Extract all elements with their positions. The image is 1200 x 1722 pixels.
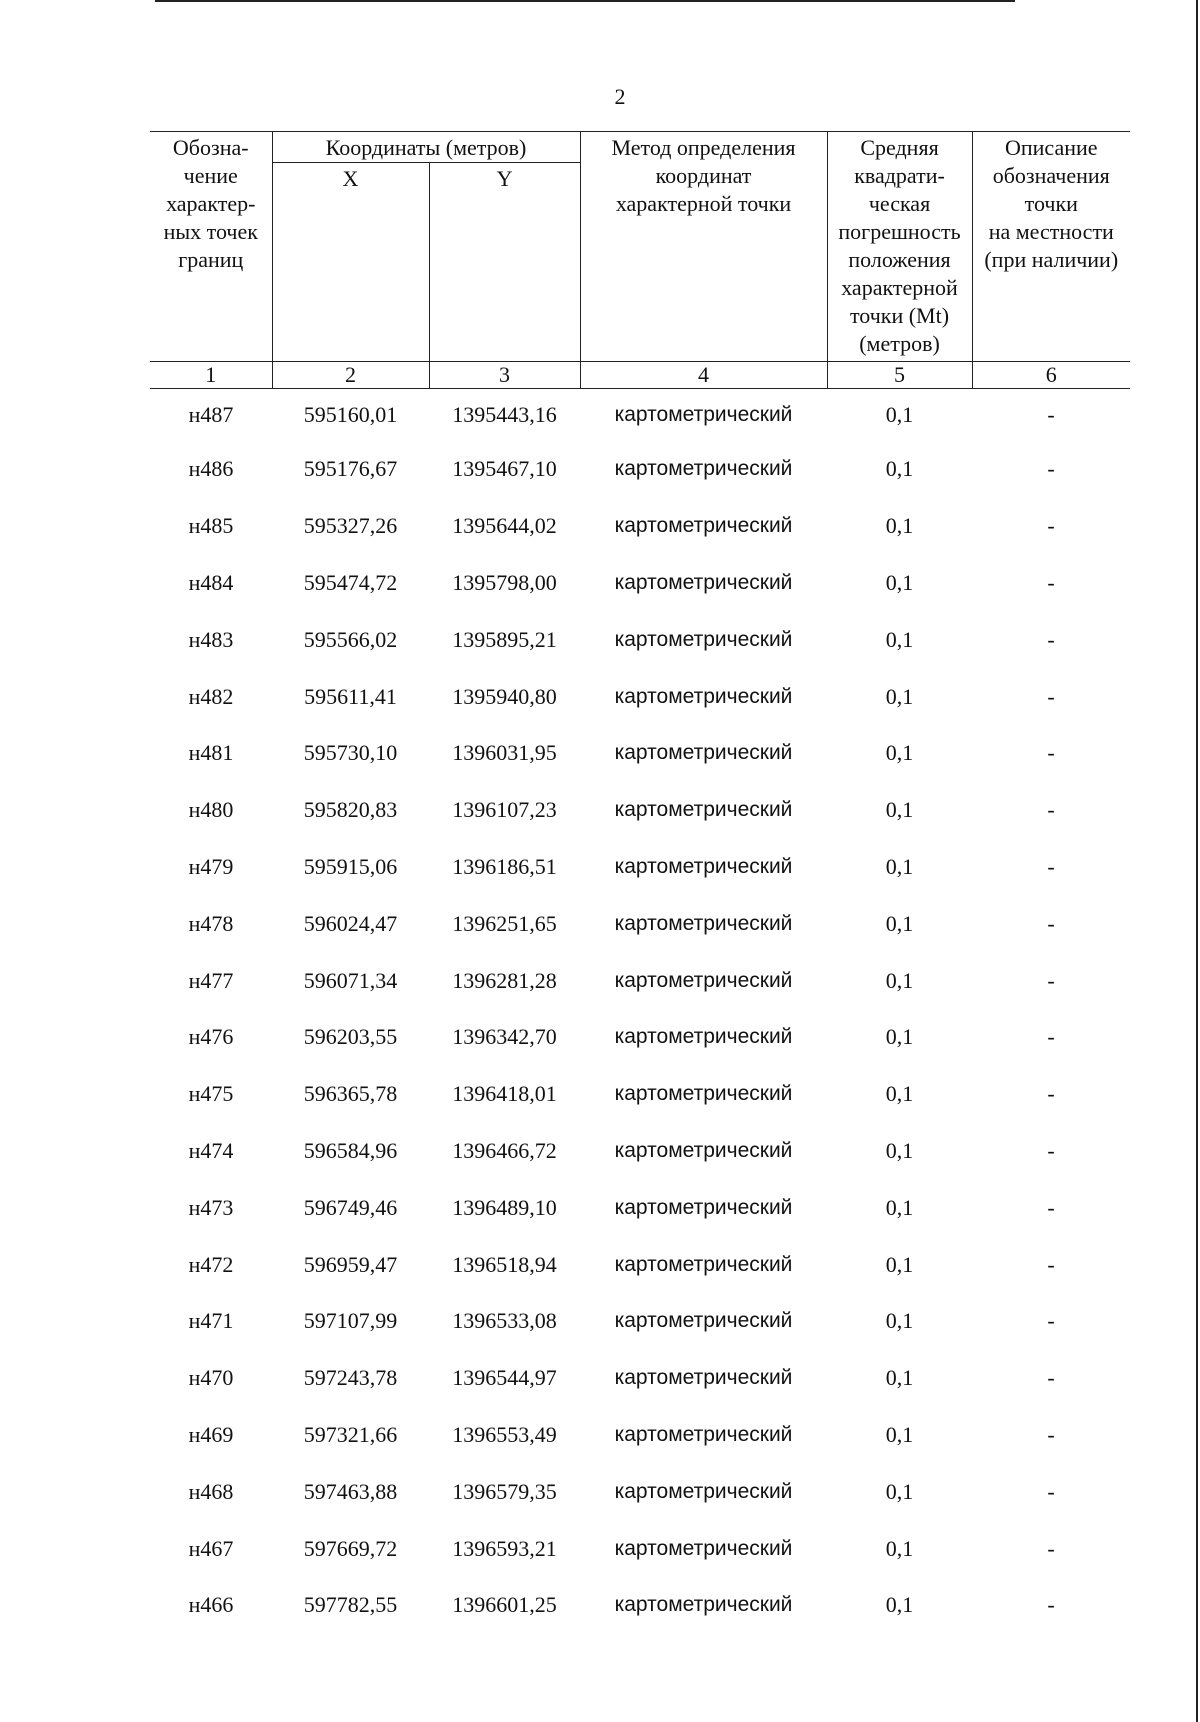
coord-x: 596749,46 bbox=[303, 1194, 398, 1220]
coord-y: 1396553,49 bbox=[452, 1421, 557, 1447]
mean-square-error: 0,1 bbox=[885, 853, 914, 879]
coord-y: 1396418,01 bbox=[452, 1081, 557, 1107]
table-row bbox=[150, 1009, 1130, 1066]
table-row bbox=[150, 1463, 1130, 1520]
boundary-points-table bbox=[150, 131, 1130, 1634]
method: картометрический bbox=[614, 1593, 793, 1617]
point-id: н469 bbox=[188, 1421, 234, 1447]
table-row bbox=[150, 839, 1130, 896]
point-id: н484 bbox=[188, 569, 234, 595]
method: картометрический bbox=[614, 627, 793, 651]
table-row bbox=[150, 611, 1130, 668]
header-y: Y bbox=[429, 163, 580, 362]
mean-square-error: 0,1 bbox=[885, 513, 914, 539]
mean-square-error: 0,1 bbox=[885, 1421, 914, 1447]
point-id: н478 bbox=[188, 910, 234, 936]
point-id: н468 bbox=[188, 1478, 234, 1504]
mean-square-error: 0,1 bbox=[885, 1194, 914, 1220]
point-description: - bbox=[1047, 1251, 1055, 1277]
point-id: н470 bbox=[188, 1365, 234, 1391]
point-description: - bbox=[1047, 910, 1055, 936]
point-id: н473 bbox=[188, 1194, 234, 1220]
table-row bbox=[150, 389, 1130, 442]
mean-square-error: 0,1 bbox=[885, 1592, 914, 1618]
table-row bbox=[150, 895, 1130, 952]
table-row bbox=[150, 441, 1130, 498]
coord-y: 1396601,25 bbox=[452, 1592, 557, 1618]
coord-y: 1396518,94 bbox=[452, 1251, 557, 1277]
coord-x: 597243,78 bbox=[303, 1365, 398, 1391]
method: картометрический bbox=[614, 1309, 793, 1333]
scan-edge-right bbox=[1196, 0, 1198, 1722]
coord-x: 597782,55 bbox=[303, 1592, 398, 1618]
column-number: 6 bbox=[972, 362, 1130, 389]
coord-x: 595176,67 bbox=[303, 456, 398, 482]
coord-y: 1396466,72 bbox=[452, 1137, 557, 1163]
header-mean-square-error: Средняя квадрати- ческая погрешность положения характерной точки (Mt) (метров) bbox=[827, 132, 972, 362]
method: картометрический bbox=[614, 403, 793, 426]
coord-y: 1396593,21 bbox=[452, 1535, 557, 1561]
method: картометрический bbox=[614, 1195, 793, 1219]
table-row bbox=[150, 1577, 1130, 1634]
point-description: - bbox=[1047, 1308, 1055, 1334]
method: картометрический bbox=[614, 1082, 793, 1106]
point-description: - bbox=[1047, 1535, 1055, 1561]
point-description: - bbox=[1047, 1194, 1055, 1220]
table-row bbox=[150, 555, 1130, 612]
table-row bbox=[150, 952, 1130, 1009]
header-point-description: Описание обозначения точки на местности (при наличии) bbox=[972, 132, 1130, 362]
table-row bbox=[150, 668, 1130, 725]
mean-square-error: 0,1 bbox=[885, 569, 914, 595]
table-row bbox=[150, 1123, 1130, 1180]
table-body bbox=[150, 389, 1130, 1634]
coord-y: 1395443,16 bbox=[452, 402, 557, 427]
coord-x: 595566,02 bbox=[303, 626, 398, 652]
column-number: 3 bbox=[429, 362, 580, 389]
mean-square-error: 0,1 bbox=[885, 683, 914, 709]
point-description: - bbox=[1047, 1137, 1055, 1163]
coord-x: 597321,66 bbox=[303, 1421, 398, 1447]
method: картометрический bbox=[614, 911, 793, 935]
column-number: 4 bbox=[580, 362, 827, 389]
point-description: - bbox=[1047, 740, 1055, 766]
table-row bbox=[150, 1350, 1130, 1407]
table-row bbox=[150, 725, 1130, 782]
header-x: X bbox=[272, 163, 429, 362]
point-id: н486 bbox=[188, 456, 234, 482]
coord-y: 1396186,51 bbox=[452, 853, 557, 879]
method: картометрический bbox=[614, 1536, 793, 1560]
column-number: 2 bbox=[272, 362, 429, 389]
method: картометрический bbox=[614, 798, 793, 822]
coord-x: 596959,47 bbox=[303, 1251, 398, 1277]
mean-square-error: 0,1 bbox=[885, 797, 914, 823]
point-description: - bbox=[1047, 626, 1055, 652]
coord-x: 595611,41 bbox=[304, 683, 397, 709]
coord-x: 595915,06 bbox=[303, 853, 398, 879]
point-description: - bbox=[1047, 1478, 1055, 1504]
coord-x: 596365,78 bbox=[303, 1081, 398, 1107]
mean-square-error: 0,1 bbox=[885, 1535, 914, 1561]
coord-x: 595820,83 bbox=[303, 797, 398, 823]
method: картометрический bbox=[614, 854, 793, 878]
coord-y: 1395467,10 bbox=[452, 456, 557, 482]
coord-y: 1396579,35 bbox=[452, 1478, 557, 1504]
coord-x: 595730,10 bbox=[303, 740, 398, 766]
point-id: н475 bbox=[188, 1081, 234, 1107]
coord-x: 597463,88 bbox=[303, 1478, 398, 1504]
table-row bbox=[150, 1236, 1130, 1293]
header-coordinates: Координаты (метров) bbox=[272, 132, 580, 163]
mean-square-error: 0,1 bbox=[885, 1308, 914, 1334]
mean-square-error: 0,1 bbox=[885, 456, 914, 482]
method: картометрический bbox=[614, 514, 793, 538]
mean-square-error: 0,1 bbox=[885, 1024, 914, 1050]
point-id: н482 bbox=[188, 683, 234, 709]
coord-y: 1396342,70 bbox=[452, 1024, 557, 1050]
coord-x: 596203,55 bbox=[303, 1024, 398, 1050]
table-header bbox=[150, 132, 1130, 389]
method: картометрический bbox=[614, 457, 793, 481]
method: картометрический bbox=[614, 1422, 793, 1446]
coord-x: 597107,99 bbox=[303, 1308, 398, 1334]
method: картометрический bbox=[614, 570, 793, 594]
mean-square-error: 0,1 bbox=[885, 1137, 914, 1163]
point-description: - bbox=[1047, 513, 1055, 539]
coord-y: 1395644,02 bbox=[452, 513, 557, 539]
point-id: н483 bbox=[188, 626, 234, 652]
coord-y: 1396031,95 bbox=[452, 740, 557, 766]
point-id: н471 bbox=[188, 1308, 234, 1334]
mean-square-error: 0,1 bbox=[885, 402, 914, 427]
point-description: - bbox=[1047, 1365, 1055, 1391]
mean-square-error: 0,1 bbox=[885, 626, 914, 652]
coord-x: 595160,01 bbox=[303, 402, 398, 427]
coord-y: 1396533,08 bbox=[452, 1308, 557, 1334]
coord-y: 1396544,97 bbox=[452, 1365, 557, 1391]
scan-edge-top bbox=[155, 0, 1015, 2]
point-id: н477 bbox=[188, 967, 234, 993]
point-description: - bbox=[1047, 1592, 1055, 1618]
point-description: - bbox=[1047, 402, 1055, 427]
point-id: н481 bbox=[188, 740, 234, 766]
table-row bbox=[150, 782, 1130, 839]
point-description: - bbox=[1047, 569, 1055, 595]
point-description: - bbox=[1047, 683, 1055, 709]
coord-y: 1396107,23 bbox=[452, 797, 557, 823]
method: картометрический bbox=[614, 741, 793, 765]
point-description: - bbox=[1047, 1024, 1055, 1050]
table-row bbox=[150, 1293, 1130, 1350]
coord-x: 595474,72 bbox=[303, 569, 398, 595]
coord-y: 1396281,28 bbox=[452, 967, 557, 993]
point-id: н472 bbox=[188, 1251, 234, 1277]
mean-square-error: 0,1 bbox=[885, 967, 914, 993]
point-description: - bbox=[1047, 1421, 1055, 1447]
mean-square-error: 0,1 bbox=[885, 1365, 914, 1391]
mean-square-error: 0,1 bbox=[885, 1478, 914, 1504]
table-row bbox=[150, 1066, 1130, 1123]
coord-y: 1395895,21 bbox=[452, 626, 557, 652]
coord-x: 597669,72 bbox=[303, 1535, 398, 1561]
page-number: 2 bbox=[614, 84, 626, 109]
coord-x: 596024,47 bbox=[303, 910, 398, 936]
column-number: 1 bbox=[150, 362, 272, 389]
point-description: - bbox=[1047, 967, 1055, 993]
point-id: н476 bbox=[188, 1024, 234, 1050]
point-id: н480 bbox=[188, 797, 234, 823]
method: картометрический bbox=[614, 968, 793, 992]
mean-square-error: 0,1 bbox=[885, 910, 914, 936]
method: картометрический bbox=[614, 1479, 793, 1503]
method: картометрический bbox=[614, 684, 793, 708]
point-id: н466 bbox=[188, 1592, 234, 1618]
point-id: н487 bbox=[188, 402, 234, 427]
coord-y: 1396489,10 bbox=[452, 1194, 557, 1220]
table-row bbox=[150, 1520, 1130, 1577]
header-point-designation: Обозна- чение характер- ных точек границ bbox=[150, 132, 272, 362]
column-number: 5 bbox=[827, 362, 972, 389]
coord-y: 1395798,00 bbox=[452, 569, 557, 595]
mean-square-error: 0,1 bbox=[885, 740, 914, 766]
coord-y: 1396251,65 bbox=[452, 910, 557, 936]
method: картометрический bbox=[614, 1138, 793, 1162]
point-description: - bbox=[1047, 853, 1055, 879]
method: картометрический bbox=[614, 1252, 793, 1276]
method: картометрический bbox=[614, 1025, 793, 1049]
coord-y: 1395940,80 bbox=[452, 683, 557, 709]
point-description: - bbox=[1047, 1081, 1055, 1107]
mean-square-error: 0,1 bbox=[885, 1251, 914, 1277]
table-row bbox=[150, 1179, 1130, 1236]
table-row bbox=[150, 498, 1130, 555]
coord-x: 596071,34 bbox=[303, 967, 398, 993]
point-id: н485 bbox=[188, 513, 234, 539]
point-description: - bbox=[1047, 797, 1055, 823]
method: картометрический bbox=[614, 1366, 793, 1390]
mean-square-error: 0,1 bbox=[885, 1081, 914, 1107]
point-description: - bbox=[1047, 456, 1055, 482]
coord-x: 595327,26 bbox=[303, 513, 398, 539]
header-method: Метод определения координат характерной точки bbox=[580, 132, 827, 362]
point-id: н474 bbox=[188, 1137, 234, 1163]
table-row bbox=[150, 1407, 1130, 1464]
coord-x: 596584,96 bbox=[303, 1137, 398, 1163]
point-id: н467 bbox=[188, 1535, 234, 1561]
point-id: н479 bbox=[188, 853, 234, 879]
